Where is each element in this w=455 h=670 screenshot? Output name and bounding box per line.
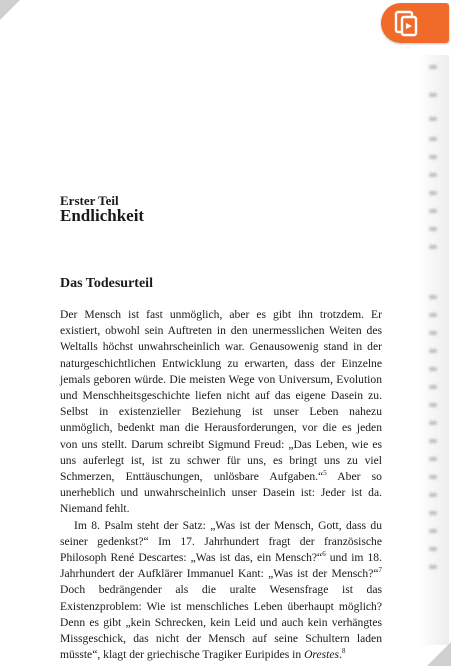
edge-mark [429, 385, 437, 389]
edge-mark [429, 367, 437, 371]
edge-mark [429, 155, 437, 159]
footnote-ref[interactable]: 6 [322, 550, 326, 559]
edge-mark [429, 117, 437, 121]
edge-mark [429, 93, 437, 97]
edge-mark [429, 403, 437, 407]
work-title: Orestes [304, 648, 340, 662]
edge-mark [429, 475, 437, 479]
text-run: Aber so unerheblich und unwahrscheinlich unser Dasein ist: Jeder ist da. Niemand fehlt. [60, 470, 382, 516]
text-run: Doch bedrängender als die uralte Wesensfrage ist das Existenzproblem: Wie ist menschliches Leben überhaupt möglich? Denn es gibt „kein Schrecken, kein Leid und auch kein verhängtes Missgeschick, das nicht der Mensch auf seine Schultern laden müsste“, klagt der griechische Tragiker Euripides in [60, 583, 382, 662]
footnote-ref[interactable]: 8 [341, 647, 346, 656]
edge-mark [429, 209, 437, 213]
edge-mark [429, 547, 437, 551]
edge-mark [429, 137, 437, 141]
paragraph [60, 518, 382, 664]
edge-mark [429, 191, 437, 195]
chapter-title: Endlichkeit [60, 206, 145, 225]
text-run: und im 18. Jahrhundert der Aufklärer Immanuel Kant: „Was ist der Mensch?“ [60, 551, 382, 581]
text-run: Der Mensch ist fast unmöglich, aber es gibt ihn trotzdem. Er existiert, obwohl sein Auftreten in den unermesslichen Weiten des Weltalls höchst unwahrscheinlich war. Genausowenig stand in der naturgeschichtlichen Entwicklung zu erwarten, dass der Einzelne jemals geboren würde. Die meisten Wege von Universum, Evolution und Menschheitsgeschichte liefen nicht auf das eigene Dasein zu. Selbst in existenzieller Beziehung ist unser Leben nahezu unmöglich, bedenkt man die Herausforderungen, vor die es jeden von uns stellt. Darum schreibt Sigmund Freud: „Das Leben, wie es uns auferlegt ist, ist zu schwer für uns, es bringt uns zu viel Schmerzen, Enttäuschungen, unlösbare Aufgaben.“ [60, 308, 382, 484]
edge-mark [429, 173, 437, 177]
text-run: Im 8. Psalm steht der Satz: „Was ist der Mensch, Gott, dass du seiner gedenkst?“ Im 17. Jahrhundert fragt der französische Philosoph René Descartes: „Was ist das, ein Mensch?“ [60, 518, 382, 565]
page-corner-top-left [0, 0, 20, 20]
edge-mark [429, 457, 437, 461]
edge-mark [429, 313, 437, 317]
edge-mark [429, 565, 437, 569]
edge-mark [429, 295, 437, 299]
book-reader-icon [393, 9, 421, 37]
footnote-ref[interactable]: 7 [378, 566, 382, 575]
edge-mark [429, 349, 437, 353]
footnote-ref[interactable]: 5 [323, 469, 327, 478]
edge-mark [429, 439, 437, 443]
page-edge-shadow [419, 55, 449, 645]
page-corner-bottom-right[interactable] [427, 642, 451, 666]
edge-mark [429, 245, 437, 249]
part-label: Erster Teil [60, 193, 119, 208]
edge-mark [429, 331, 437, 335]
edge-mark [429, 421, 437, 425]
edge-mark [429, 511, 437, 515]
reader-badge-button[interactable] [381, 3, 449, 43]
edge-mark [429, 227, 437, 231]
paragraph [60, 307, 382, 518]
edge-mark [429, 493, 437, 497]
section-title: Das Todesurteil [60, 276, 153, 291]
edge-mark [429, 529, 437, 533]
text-run: . [339, 648, 342, 662]
edge-mark [429, 65, 437, 69]
body-text [60, 307, 382, 663]
